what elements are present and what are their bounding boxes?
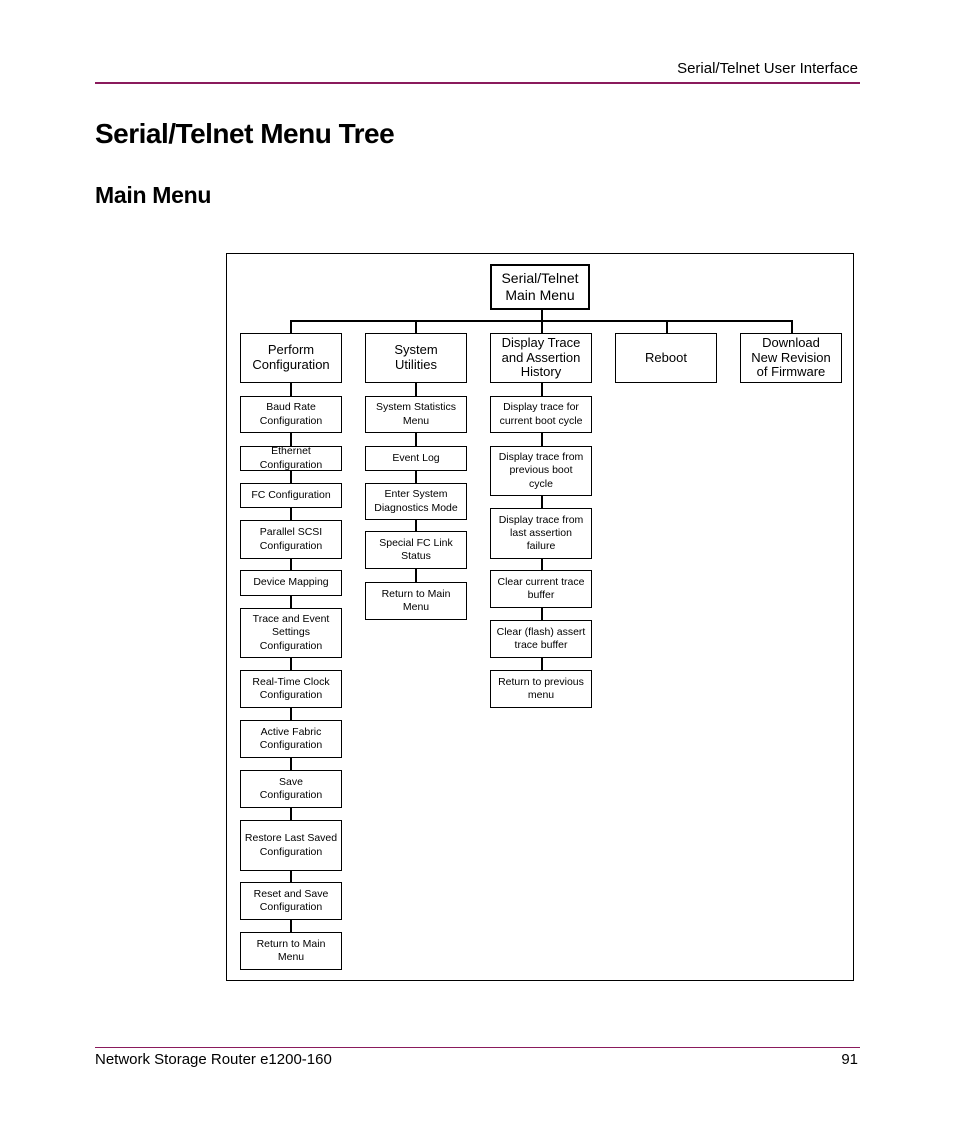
branch-drop-1 bbox=[290, 320, 292, 334]
header-rule bbox=[95, 82, 860, 84]
system-utilities-box: System Utilities bbox=[365, 333, 467, 383]
running-header: Serial/Telnet User Interface bbox=[677, 60, 858, 77]
submenu-item: Reset and Save Configuration bbox=[240, 882, 342, 920]
submenu-item: Baud Rate Configuration bbox=[240, 396, 342, 433]
submenu-item: FC Configuration bbox=[240, 483, 342, 508]
branch-drop-4 bbox=[666, 320, 668, 334]
perform-configuration-box: Perform Configuration bbox=[240, 333, 342, 383]
submenu-item: Parallel SCSI Configuration bbox=[240, 520, 342, 559]
branch-drop-2 bbox=[415, 320, 417, 334]
submenu-item: Event Log bbox=[365, 446, 467, 471]
section-title: Main Menu bbox=[95, 182, 212, 208]
submenu-item: Real-Time Clock Configuration bbox=[240, 670, 342, 708]
submenu-item: Return to Main Menu bbox=[240, 932, 342, 970]
footer-product-name: Network Storage Router e1200-160 bbox=[95, 1051, 332, 1068]
submenu-item: Return to previous menu bbox=[490, 670, 592, 708]
submenu-item: Restore Last Saved Configuration bbox=[240, 820, 342, 871]
menu-tree-diagram bbox=[226, 253, 854, 981]
page-number: 91 bbox=[841, 1051, 858, 1068]
submenu-item: Save Configuration bbox=[240, 770, 342, 808]
submenu-item: Return to Main Menu bbox=[365, 582, 467, 620]
footer-rule bbox=[95, 1047, 860, 1048]
submenu-item: Display trace for current boot cycle bbox=[490, 396, 592, 433]
submenu-item: Trace and Event Settings Configuration bbox=[240, 608, 342, 658]
download-firmware-box: Download New Revision of Firmware bbox=[740, 333, 842, 383]
submenu-item: Display trace from previous boot cycle bbox=[490, 446, 592, 496]
submenu-item: Enter System Diagnostics Mode bbox=[365, 483, 467, 520]
branch-drop-5 bbox=[791, 320, 793, 334]
submenu-item: Ethernet Configuration bbox=[240, 446, 342, 471]
reboot-box: Reboot bbox=[615, 333, 717, 383]
branch-drop-3 bbox=[541, 320, 543, 334]
submenu-item: Device Mapping bbox=[240, 570, 342, 596]
page-title: Serial/Telnet Menu Tree bbox=[95, 118, 395, 149]
display-trace-box: Display Trace and Assertion History bbox=[490, 333, 592, 383]
submenu-item: Clear (flash) assert trace buffer bbox=[490, 620, 592, 658]
submenu-item: Special FC Link Status bbox=[365, 531, 467, 569]
root-menu-box: Serial/Telnet Main Menu bbox=[490, 264, 590, 310]
submenu-item: Clear current trace buffer bbox=[490, 570, 592, 608]
submenu-item: Display trace from last assertion failure bbox=[490, 508, 592, 559]
submenu-item: Active Fabric Configuration bbox=[240, 720, 342, 758]
submenu-item: System Statistics Menu bbox=[365, 396, 467, 433]
